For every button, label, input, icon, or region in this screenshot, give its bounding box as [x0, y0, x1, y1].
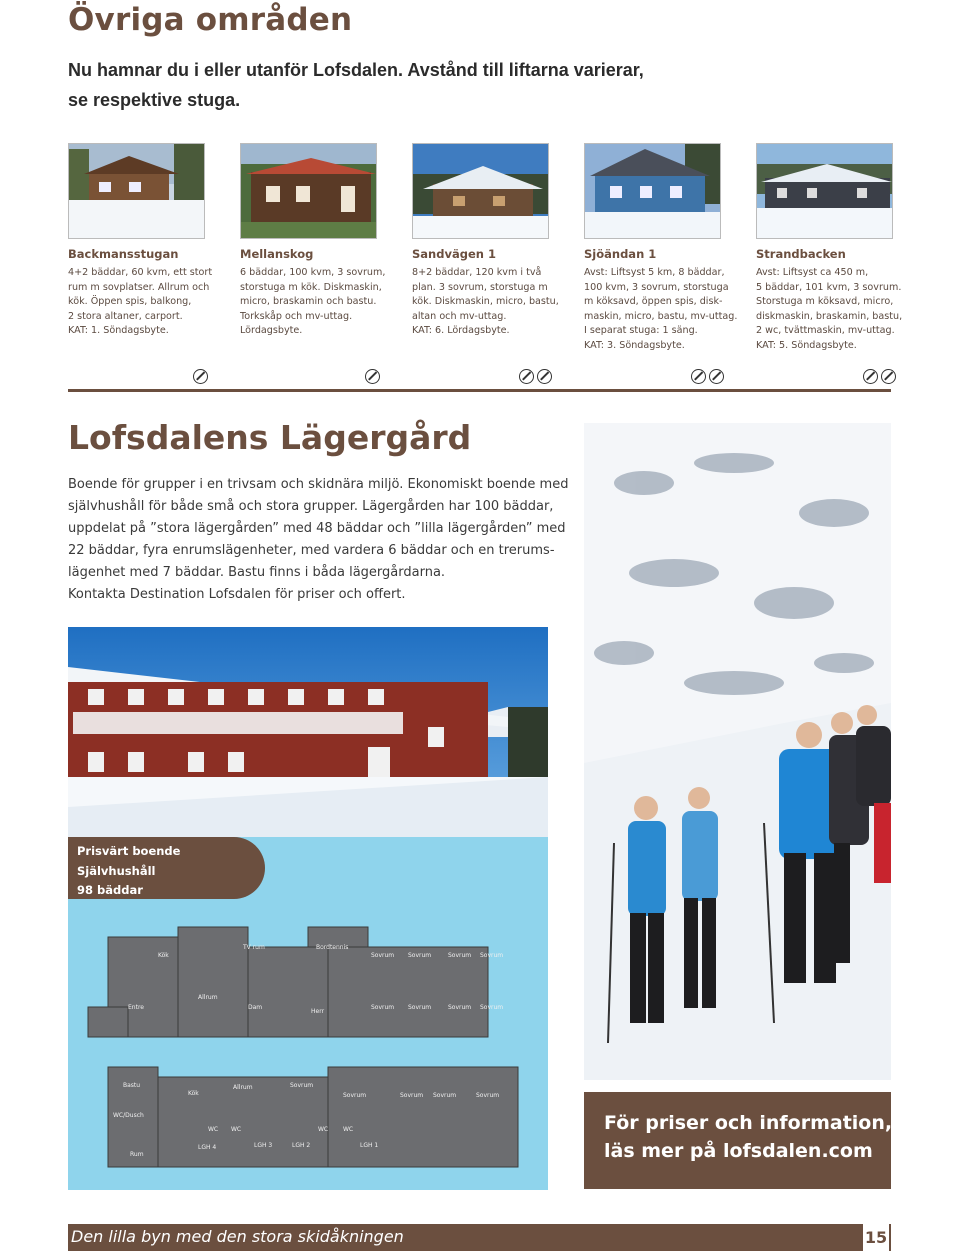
badge-line: 98 bäddar: [77, 883, 143, 897]
svg-text:LGH 4: LGH 4: [198, 1144, 217, 1151]
lagergard-line: lägenhet med 7 bäddar. Bastu finns i båda lägergårdarna.: [68, 565, 446, 580]
cabin-line: maskin, micro, bastu, mv-uttag.: [584, 310, 738, 322]
cabin-line: KAT: 5. Söndagsbyte.: [756, 339, 857, 351]
intro-text: [68, 55, 668, 115]
cabin-photo: [68, 143, 205, 239]
cabin-line: Lördagsbyte.: [240, 325, 303, 337]
cabin-line: KAT: 3. Söndagsbyte.: [584, 339, 685, 351]
svg-text:Sovrum: Sovrum: [433, 1092, 457, 1099]
svg-text:Kök: Kök: [188, 1090, 199, 1097]
cabin-line: diskmaskin, braskamin, bastu,: [756, 310, 903, 322]
lagergard-photo: [68, 627, 548, 1190]
svg-text:Sovrum: Sovrum: [448, 1004, 472, 1011]
cabin-icons: [193, 369, 208, 384]
cabin-line: Storstuga m köksavd, micro,: [756, 296, 894, 308]
svg-text:TV rum: TV rum: [243, 944, 265, 951]
badge-line: Prisvärt boende: [77, 844, 181, 858]
cabin-icons: [863, 369, 896, 384]
cabin-line: 5 bäddar, 101 kvm, 3 sovrum.: [756, 281, 902, 293]
svg-text:Allrum: Allrum: [233, 1084, 253, 1091]
cabin-line: Avst: Liftsyst ca 450 m,: [756, 267, 869, 278]
cabin-line: m köksavd, öppen spis, disk-: [584, 296, 723, 308]
footer-bar: [68, 1224, 891, 1251]
no-pets-icon: [537, 369, 552, 384]
svg-text:Bastu: Bastu: [123, 1082, 141, 1089]
lagergard-line: självhushåll för både små och stora grupper. Lägergården har 100 bäddar,: [68, 499, 554, 514]
cabin-line: plan. 3 sovrum, storstuga m: [412, 281, 548, 293]
cabin-name: Backmansstugan: [68, 247, 179, 261]
svg-text:Sovrum: Sovrum: [343, 1092, 367, 1099]
svg-text:LGH 3: LGH 3: [254, 1142, 273, 1149]
cabin-line: kök. Diskmaskin, micro, bastu,: [412, 296, 559, 308]
intro-line: Nu hamnar du i eller utanför Lofsdalen. Avstånd till liftarna varierar,: [68, 60, 644, 80]
cabin-line: 2 stora altaner, carport.: [68, 310, 183, 322]
lagergard-description: [68, 474, 568, 606]
svg-text:Sovrum: Sovrum: [371, 1004, 395, 1011]
cabin-card: [412, 143, 559, 337]
no-smoking-icon: [863, 369, 878, 384]
no-smoking-icon: [691, 369, 706, 384]
cabin-description: [584, 266, 738, 354]
cabin-name: Sjöändan 1: [584, 247, 657, 261]
skiers-photo: [584, 423, 891, 1080]
cabin-name: Mellanskog: [240, 247, 314, 261]
svg-text:Sovrum: Sovrum: [290, 1082, 314, 1089]
svg-text:Sovrum: Sovrum: [480, 952, 504, 959]
svg-text:Sovrum: Sovrum: [371, 952, 395, 959]
info-line: läs mer på lofsdalen.com: [604, 1140, 873, 1162]
no-smoking-icon: [365, 369, 380, 384]
cabin-photo: [756, 143, 893, 239]
svg-text:WC: WC: [318, 1126, 329, 1133]
svg-text:Sovrum: Sovrum: [480, 1004, 504, 1011]
lagergard-line: uppdelat på ”stora lägergården” med 48 bäddar och ”lilla lägergården” med: [68, 521, 566, 536]
cabin-description: [240, 266, 390, 339]
info-line: För priser och information,: [604, 1112, 893, 1134]
cabin-line: 8+2 bäddar, 120 kvm i två: [412, 267, 542, 278]
svg-text:Bordtennis: Bordtennis: [316, 944, 349, 951]
cabin-card: [68, 143, 213, 337]
section-title: Lofsdalens Lägergård: [68, 418, 472, 457]
lagergard-badge: [68, 837, 265, 899]
cabin-line: micro, braskamin och bastu.: [240, 296, 377, 308]
no-pets-icon: [881, 369, 896, 384]
no-smoking-icon: [193, 369, 208, 384]
svg-text:Sovrum: Sovrum: [448, 952, 472, 959]
cabin-line: 4+2 bäddar, 60 kvm, ett stort: [68, 267, 213, 278]
section-divider: [68, 389, 891, 392]
cabin-line: I separat stuga: 1 säng.: [584, 325, 698, 337]
cabin-name: Strandbacken: [756, 247, 846, 261]
cabin-card: [584, 143, 738, 351]
svg-text:Kök: Kök: [158, 952, 169, 959]
svg-text:WC: WC: [343, 1126, 354, 1133]
cabin-description: [756, 266, 906, 354]
cabin-card: [240, 143, 386, 337]
cabin-line: Avst: Liftsyst 5 km, 8 bäddar,: [584, 267, 725, 278]
cabin-line: 2 wc, tvättmaskin, mv-uttag.: [756, 325, 895, 337]
cabin-icons: [365, 369, 380, 384]
cabin-line: 6 bäddar, 100 kvm, 3 sovrum,: [240, 267, 386, 278]
svg-text:Rum: Rum: [130, 1151, 144, 1158]
cabin-line: 100 kvm, 3 sovrum, storstuga: [584, 281, 729, 293]
lagergard-line: Kontakta Destination Lofsdalen för priser och offert.: [68, 587, 406, 602]
cabin-line: kök. Öppen spis, balkong,: [68, 296, 192, 308]
svg-text:Allrum: Allrum: [198, 994, 218, 1001]
no-smoking-icon: [519, 369, 534, 384]
svg-text:Dam: Dam: [248, 1004, 263, 1011]
page-number: 15: [863, 1224, 889, 1251]
cabin-line: altan och mv-uttag.: [412, 310, 507, 322]
page-title: Övriga områden: [68, 2, 353, 38]
cabin-name: Sandvägen 1: [412, 247, 496, 261]
svg-text:WC/Dusch: WC/Dusch: [113, 1112, 144, 1119]
svg-text:Sovrum: Sovrum: [408, 952, 432, 959]
svg-text:Sovrum: Sovrum: [400, 1092, 424, 1099]
cabin-line: rum m sovplatser. Allrum och: [68, 281, 210, 293]
svg-text:Entre: Entre: [128, 1004, 144, 1011]
svg-text:Sovrum: Sovrum: [476, 1092, 500, 1099]
svg-text:Sovrum: Sovrum: [408, 1004, 432, 1011]
lagergard-line: Boende för grupper i en trivsam och skidnära miljö. Ekonomiskt boende med: [68, 477, 569, 492]
cabin-icons: [519, 369, 552, 384]
footer-slogan: Den lilla byn med den stora skidåkningen: [71, 1227, 404, 1246]
svg-text:WC: WC: [208, 1126, 219, 1133]
cabin-photo: [584, 143, 721, 239]
intro-line: se respektive stuga.: [68, 90, 241, 110]
cabin-line: storstuga m kök. Diskmaskin,: [240, 281, 382, 293]
cabin-line: KAT: 6. Lördagsbyte.: [412, 325, 510, 337]
cabin-photo: [412, 143, 549, 239]
cabin-icons: [691, 369, 724, 384]
svg-text:WC: WC: [231, 1126, 242, 1133]
no-pets-icon: [709, 369, 724, 384]
cabin-photo: [240, 143, 377, 239]
cabin-description: [68, 266, 218, 339]
svg-text:Herr: Herr: [311, 1008, 325, 1015]
cabin-description: [412, 266, 562, 339]
lagergard-line: 22 bäddar, fyra enrumslägenheter, med vardera 6 bäddar och en trerums-: [68, 543, 555, 558]
info-box: [584, 1092, 891, 1189]
svg-text:LGH 2: LGH 2: [292, 1142, 311, 1149]
cabin-card: [756, 143, 903, 351]
cabin-line: Torkskåp och mv-uttag.: [240, 310, 353, 322]
badge-line: Självhushåll: [77, 863, 156, 878]
cabin-line: KAT: 1. Söndagsbyte.: [68, 325, 169, 337]
svg-text:LGH 1: LGH 1: [360, 1142, 379, 1149]
